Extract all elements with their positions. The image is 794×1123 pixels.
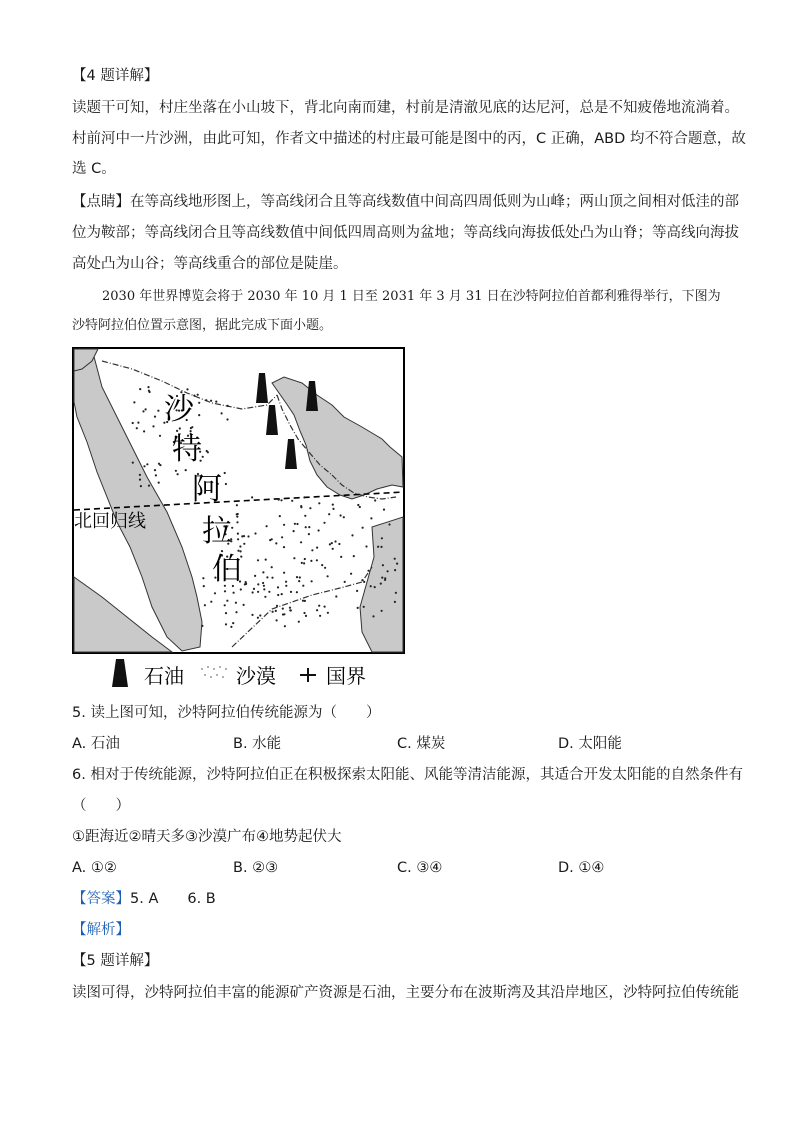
desert-dot	[175, 470, 177, 472]
tip-line-1: 【点睛】在等高线地形图上，等高线闭合且等高线数值中间高四周低则为山峰；两山顶之间相对低洼的部	[72, 194, 739, 210]
desert-dot	[357, 607, 359, 609]
desert-dot	[159, 435, 161, 437]
desert-dot	[394, 569, 396, 571]
desert-dot	[299, 576, 301, 578]
desert-dot	[203, 585, 205, 587]
desert-dot	[240, 588, 242, 590]
desert-dot	[257, 591, 259, 593]
desert-dot	[268, 591, 270, 593]
desert-dot	[236, 513, 238, 515]
legend-desert-icon	[201, 666, 227, 678]
desert-dot	[146, 463, 148, 465]
desert-dot	[303, 612, 305, 614]
desert-dot	[263, 585, 265, 587]
desert-dot	[132, 422, 134, 424]
desert-dot	[281, 593, 283, 595]
desert-dot	[254, 532, 256, 534]
desert-dot	[279, 515, 281, 517]
desert-dot	[148, 485, 150, 487]
desert-dot	[251, 614, 253, 616]
desert-dot	[280, 499, 282, 501]
desert-dot	[332, 548, 334, 550]
legend-border-icon	[300, 668, 316, 682]
desert-dot	[185, 469, 187, 471]
desert-dot	[359, 506, 361, 508]
desert-dot	[394, 601, 396, 603]
desert-dot	[230, 626, 232, 628]
desert-dot	[285, 585, 287, 587]
desert-dot	[271, 566, 273, 568]
desert-dot	[237, 533, 239, 535]
q6-option-d[interactable]: D. ①④	[558, 860, 605, 876]
country-char-2: 特	[172, 432, 202, 467]
desert-dot	[235, 602, 237, 604]
desert-dot	[282, 608, 284, 610]
desert-dot	[247, 535, 249, 537]
desert-dot	[276, 619, 278, 621]
desert-dot	[305, 615, 307, 617]
desert-dot	[227, 405, 229, 407]
tropic-label: 北回归线	[74, 511, 146, 532]
desert-dot	[243, 604, 245, 606]
desert-dot	[318, 502, 320, 504]
desert-dot	[221, 412, 223, 414]
desert-dot	[305, 526, 307, 528]
desert-dot	[302, 585, 304, 587]
desert-dot	[264, 596, 266, 598]
desert-dot	[257, 617, 259, 619]
desert-dot	[186, 388, 188, 390]
desert-dot	[344, 581, 346, 583]
desert-dot	[205, 399, 207, 401]
desert-dot	[368, 570, 370, 572]
desert-dot	[277, 586, 279, 588]
desert-dot	[380, 546, 382, 548]
desert-dot	[353, 555, 355, 557]
tip-line-3: 高处凸为山谷；等高线重合的部位是陡崖。	[72, 256, 348, 272]
desert-dot	[340, 514, 342, 516]
desert-dot	[154, 469, 156, 471]
desert-dot	[245, 581, 247, 583]
country-char-4: 拉	[202, 514, 232, 549]
desert-dot	[321, 564, 323, 566]
desert-dot	[381, 610, 383, 612]
desert-dot	[316, 609, 318, 611]
desert-dot	[303, 562, 305, 564]
desert-dot	[335, 595, 337, 597]
intro-line-1: 2030 年世界博览会将于 2030 年 10 月 1 日至 2031 年 3 月 31 日在沙特阿拉伯首都利雅得举行，下图为	[102, 289, 721, 304]
desert-dot	[289, 607, 291, 609]
desert-dot	[254, 575, 256, 577]
desert-dot	[265, 559, 267, 561]
q5-option-b[interactable]: B. 水能	[233, 736, 282, 752]
desert-dot	[204, 604, 206, 606]
desert-dot	[323, 522, 325, 524]
desert-dot	[382, 564, 384, 566]
q6-option-c[interactable]: C. ③④	[397, 860, 443, 876]
desert-dot	[319, 615, 321, 617]
desert-dot	[394, 558, 396, 560]
desert-dot	[215, 401, 217, 403]
desert-dot	[177, 473, 179, 475]
desert-dot	[224, 604, 226, 606]
desert-dot	[259, 614, 261, 616]
desert-dot	[284, 625, 286, 627]
desert-dot	[301, 562, 303, 564]
desert-dot	[332, 504, 334, 506]
desert-dot	[308, 533, 310, 535]
desert-dot	[308, 526, 310, 528]
q6-paren: （ ）	[72, 798, 130, 814]
desert-dot	[281, 536, 283, 538]
desert-dot	[298, 580, 300, 582]
desert-dot	[363, 606, 365, 608]
answer-text: 5. A 6. B	[130, 891, 216, 907]
desert-dot	[311, 549, 313, 551]
desert-dot	[257, 559, 259, 561]
desert-dot	[271, 577, 273, 579]
desert-dot	[224, 472, 226, 474]
desert-dot	[136, 427, 138, 429]
desert-dot	[266, 576, 268, 578]
country-char-3: 阿	[192, 472, 222, 507]
desert-dot	[340, 556, 342, 558]
country-char-5: 伯	[212, 552, 242, 587]
desert-dot	[148, 390, 150, 392]
desert-dot	[225, 623, 227, 625]
desert-dot	[241, 535, 243, 537]
desert-dot	[316, 559, 318, 561]
desert-dot	[387, 570, 389, 572]
desert-dot	[262, 582, 264, 584]
desert-dot	[237, 538, 239, 540]
desert-dot	[271, 538, 273, 540]
desert-dot	[226, 418, 228, 420]
desert-dot	[318, 605, 320, 607]
q4-detail-line-2: 村前河中一片沙洲，由此可知，作者文中描述的村庄最可能是图中的丙，C 正确，ABD 均不符合题意，故	[72, 131, 746, 147]
desert-dot	[311, 580, 313, 582]
desert-dot	[338, 543, 340, 545]
desert-dot	[283, 572, 285, 574]
desert-dot	[304, 600, 306, 602]
desert-dot	[331, 542, 333, 544]
tip-line-2: 位为鞍部；等高线闭合且等高线数值中间低四周高则为盆地；等高线向海拔低处凸为山脊；等高线向海拔	[72, 225, 739, 241]
desert-dot	[361, 579, 363, 581]
q5-detail-heading: 【5 题详解】	[72, 953, 159, 969]
desert-dot	[374, 499, 376, 501]
desert-dot	[310, 560, 312, 562]
desert-dot	[396, 563, 398, 565]
desert-dot	[275, 542, 277, 544]
desert-dot	[275, 610, 277, 612]
desert-dot	[198, 402, 200, 404]
q6-option-b[interactable]: B. ②③	[233, 860, 279, 876]
intro-line-2: 沙特阿拉伯位置示意图，据此完成下面小题。	[72, 318, 333, 333]
desert-dot	[236, 504, 238, 506]
desert-dot	[154, 416, 156, 418]
desert-dot	[293, 557, 295, 559]
country-char-1: 沙	[164, 392, 194, 427]
desert-dot	[224, 590, 226, 592]
q5-option-d[interactable]: D. 太阳能	[558, 736, 622, 752]
desert-dot	[289, 609, 291, 611]
desert-dot	[318, 529, 320, 531]
desert-dot	[225, 612, 227, 614]
desert-dot	[381, 537, 383, 539]
desert-dot	[300, 541, 302, 543]
desert-dot	[140, 485, 142, 487]
desert-dot	[158, 463, 160, 465]
desert-dot	[233, 592, 235, 594]
desert-dot	[374, 586, 376, 588]
desert-dot	[236, 521, 238, 523]
legend-oil-icon	[112, 659, 128, 687]
q6-conditions: ①距海近②晴天多③沙漠广布④地势起伏大	[72, 829, 342, 845]
desert-dot	[236, 516, 238, 518]
desert-dot	[357, 504, 359, 506]
desert-dot	[296, 576, 298, 578]
desert-dot	[309, 507, 311, 509]
desert-dot	[251, 496, 253, 498]
answer-row	[72, 889, 216, 909]
desert-dot	[143, 465, 145, 467]
q4-detail-line-1: 读题干可知，村庄坐落在小山坡下，背北向南而建，村前是清澈见底的达尼河，总是不知疲倦地流淌着。	[72, 100, 739, 116]
analysis-label: 【解析】	[72, 922, 130, 938]
desert-dot	[210, 601, 212, 603]
desert-dot	[263, 588, 265, 590]
desert-dot	[202, 577, 204, 579]
desert-dot	[232, 622, 234, 624]
desert-dot	[343, 516, 345, 518]
desert-dot	[293, 530, 295, 532]
desert-dot	[327, 575, 329, 577]
desert-dot	[283, 524, 285, 526]
desert-dot	[302, 600, 304, 602]
desert-dot	[362, 527, 364, 529]
desert-dot	[388, 523, 390, 525]
desert-dot	[276, 605, 278, 607]
desert-dot	[296, 591, 298, 593]
desert-dot	[139, 479, 141, 481]
desert-dot	[316, 547, 318, 549]
desert-dot	[278, 499, 280, 501]
desert-dot	[384, 579, 386, 581]
desert-dot	[304, 515, 306, 517]
desert-dot	[225, 483, 227, 485]
desert-dot	[132, 462, 134, 464]
desert-dot	[290, 591, 292, 593]
desert-dot	[372, 615, 374, 617]
desert-dot	[334, 540, 336, 542]
desert-dot	[332, 508, 334, 510]
desert-dot	[350, 573, 352, 575]
answer-label: 【答案】	[72, 891, 130, 907]
q6-stem: 6. 相对于传统能源，沙特阿拉伯正在积极探索太阳能、风能等清洁能源，其适合开发太阳能的自然条件有	[72, 767, 743, 783]
desert-dot	[206, 450, 208, 452]
desert-dot	[380, 583, 382, 585]
q5-stem: 5. 读上图可知，沙特阿拉伯传统能源为（ ）	[72, 705, 381, 721]
desert-dot	[363, 581, 365, 583]
desert-dot	[198, 414, 200, 416]
desert-dot	[370, 585, 372, 587]
saudi-arabia-map	[72, 347, 406, 693]
desert-dot	[283, 546, 285, 548]
desert-dot	[157, 410, 159, 412]
desert-dot	[303, 496, 305, 498]
desert-dot	[381, 577, 383, 579]
desert-dot	[139, 474, 141, 476]
desert-dot	[329, 543, 331, 545]
desert-dot	[155, 474, 157, 476]
q6-option-a[interactable]: A. ①②	[72, 860, 117, 876]
desert-dot	[296, 523, 298, 525]
desert-dot	[304, 558, 306, 560]
desert-dot	[324, 567, 326, 569]
desert-dot	[133, 401, 135, 403]
desert-dot	[365, 545, 367, 547]
desert-dot	[266, 525, 268, 527]
desert-dot	[282, 613, 284, 615]
desert-dot	[277, 594, 279, 596]
desert-dot	[377, 546, 379, 548]
desert-dot	[243, 543, 245, 545]
desert-dot	[291, 500, 293, 502]
desert-dot	[294, 523, 296, 525]
q4-detail-line-3: 选 C。	[72, 161, 116, 177]
q4-detail-heading: 【4 题详解】	[72, 68, 159, 84]
desert-dot	[197, 394, 199, 396]
desert-dot	[158, 482, 160, 484]
desert-dot	[324, 606, 326, 608]
desert-dot	[147, 386, 149, 388]
desert-dot	[139, 388, 141, 390]
desert-dot	[356, 590, 358, 592]
q5-detail-line-1: 读图可得，沙特阿拉伯丰富的能源矿产资源是石油，主要分布在波斯湾及其沿岸地区，沙特阿拉伯传统能	[72, 985, 739, 1001]
desert-dot	[370, 517, 372, 519]
desert-dot	[351, 534, 353, 536]
legend-border-label: 国界	[326, 664, 366, 688]
desert-dot	[137, 422, 139, 424]
desert-dot	[327, 612, 329, 614]
desert-dot	[272, 611, 274, 613]
legend-oil-label: 石油	[144, 664, 184, 688]
q5-option-a[interactable]: A. 石油	[72, 736, 120, 752]
desert-dot	[142, 410, 144, 412]
desert-dot	[210, 400, 212, 402]
desert-dot	[253, 588, 255, 590]
desert-dot	[298, 621, 300, 623]
desert-dot	[152, 425, 154, 427]
desert-dot	[395, 592, 397, 594]
desert-dot	[383, 509, 385, 511]
desert-dot	[201, 625, 203, 627]
desert-dot	[252, 591, 254, 593]
desert-dot	[285, 581, 287, 583]
desert-dot	[262, 571, 264, 573]
desert-dot	[143, 430, 145, 432]
desert-dot	[226, 600, 228, 602]
desert-dot	[145, 408, 147, 410]
desert-dot	[300, 506, 302, 508]
q5-option-c[interactable]: C. 煤炭	[397, 736, 446, 752]
desert-dot	[257, 583, 259, 585]
desert-dot	[328, 513, 330, 515]
legend-desert-label: 沙漠	[236, 664, 276, 688]
desert-dot	[239, 545, 241, 547]
desert-dot	[235, 611, 237, 613]
desert-dot	[214, 592, 216, 594]
desert-dot	[179, 427, 181, 429]
